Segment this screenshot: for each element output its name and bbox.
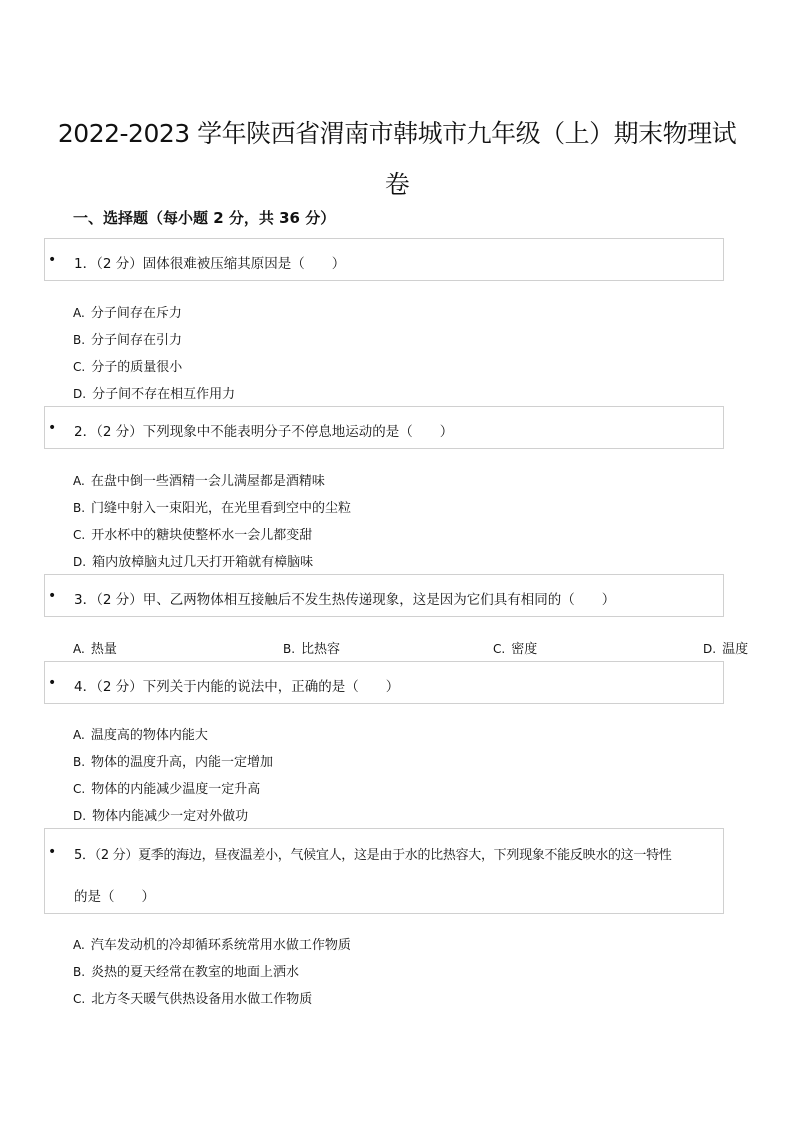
question-2-box	[44, 406, 724, 449]
q4-option-d: D. 物体内能减少一定对外做功	[73, 809, 249, 824]
q3-option-c: C. 密度	[493, 642, 538, 657]
q2-option-a: A. 在盘中倒一些酒精一会儿满屋都是酒精味	[73, 474, 325, 489]
bullet-icon: •	[48, 588, 57, 604]
q5-option-c: C. 北方冬天暖气供热设备用水做工作物质	[73, 992, 313, 1007]
question-3-text: 3．（2 分）甲、乙两物体相互接触后不发生热传递现象，这是因为它们具有相同的（ ）	[74, 592, 616, 608]
bullet-icon: •	[48, 420, 57, 436]
question-5-text-line-1: 5．（2 分）夏季的海边，昼夜温差小，气候宜人，这是由于水的比热容大，下列现象不能反映水的这一特性	[74, 848, 672, 863]
q1-option-a: A. 分子间存在斥力	[73, 306, 182, 321]
q1-option-c: C. 分子的质量很小	[73, 360, 183, 375]
q4-option-a: A. 温度高的物体内能大	[73, 728, 208, 743]
q2-option-d: D. 箱内放樟脑丸过几天打开箱就有樟脑味	[73, 555, 314, 570]
q3-option-a: A. 热量	[73, 642, 117, 657]
question-4-text: 4．（2 分）下列关于内能的说法中，正确的是（ ）	[74, 679, 400, 695]
q1-option-d: D. 分子间不存在相互作用力	[73, 387, 236, 402]
q5-option-b: B. 炎热的夏天经常在教室的地面上洒水	[73, 965, 300, 980]
question-5-text-line-2: 的是（ ）	[74, 889, 155, 905]
q2-option-c: C. 开水杯中的糖块使整杯水一会儿都变甜	[73, 528, 313, 543]
title-line-2: 卷	[384, 170, 410, 199]
question-1-box	[44, 238, 724, 281]
title-line-1: 2022-2023 学年陕西省渭南市韩城市九年级（上）期末物理试	[57, 119, 737, 148]
bullet-icon: •	[48, 844, 57, 860]
q4-option-b: B. 物体的温度升高，内能一定增加	[73, 755, 274, 770]
q4-option-c: C. 物体的内能减少温度一定升高	[73, 782, 261, 797]
question-3-box	[44, 574, 724, 617]
q1-option-b: B. 分子间存在引力	[73, 333, 183, 348]
q3-option-d: D. 温度	[703, 642, 749, 657]
q5-option-a: A. 汽车发动机的冷却循环系统常用水做工作物质	[73, 938, 351, 953]
document-title	[40, 108, 754, 210]
q2-option-b: B. 门缝中射入一束阳光，在光里看到空中的尘粒	[73, 501, 352, 516]
q3-option-b: B. 比热容	[283, 642, 341, 657]
question-1-text: 1．（2 分）固体很难被压缩其原因是（ ）	[74, 256, 346, 272]
question-4-box	[44, 661, 724, 704]
question-5-box	[44, 828, 724, 914]
bullet-icon: •	[48, 252, 57, 268]
bullet-icon: •	[48, 675, 57, 691]
question-2-text: 2．（2 分）下列现象中不能表明分子不停息地运动的是（ ）	[74, 424, 454, 440]
section-heading: 一、选择题（每小题 2 分，共 36 分）	[73, 209, 336, 227]
